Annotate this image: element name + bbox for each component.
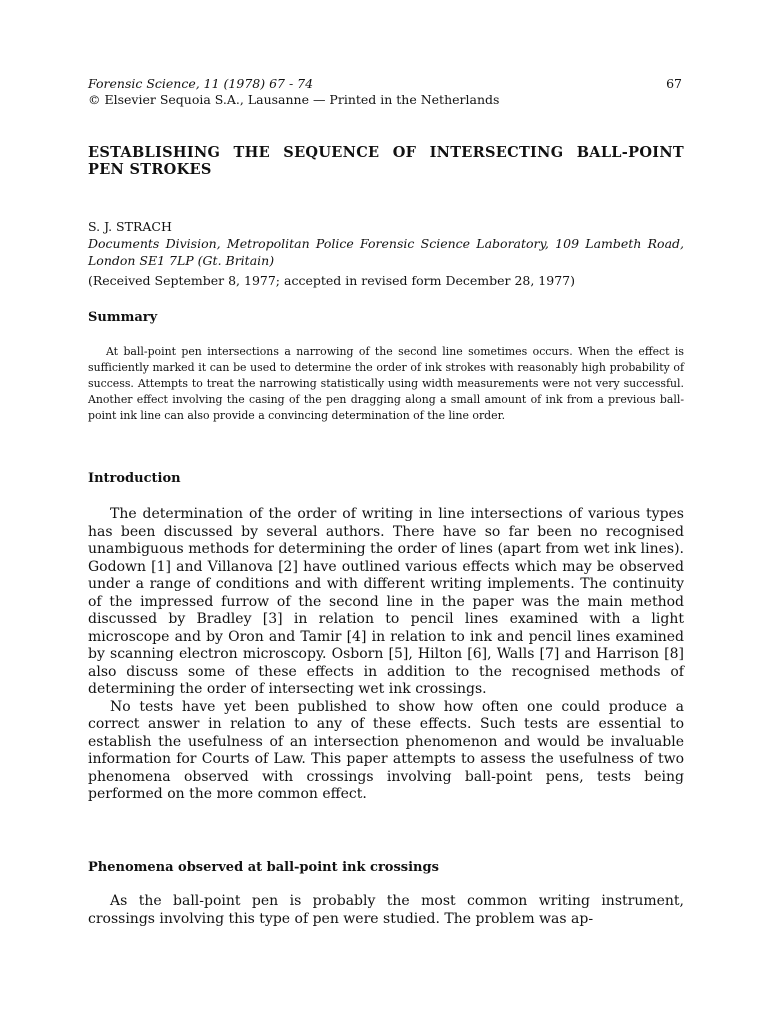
introduction-body <box>88 506 684 804</box>
article-title: ESTABLISHING THE SEQUENCE OF INTERSECTING BALL-POINT PEN STROKES <box>88 144 684 178</box>
author-name: S. J. STRACH <box>88 219 172 234</box>
paragraph: The determination of the order of writing in line intersections of various types has been discussed by several authors. There have so far been no recognised unambiguous methods for determining the order of lines (apart from wet ink lines). Godown [1] and Villanova [2] have outlined various effects which may be observed under a range of conditions and with different writing implements. The continuity of the impressed furrow of the second line in the paper was the main method discussed by Bradley [3] in relation to pencil lines examined with a light microscope and by Oron and Tamir [4] in relation to ink and pencil lines examined by scanning electron microscopy. Osborn [5], Hilton [6], Walls [7] and Harrison [8] also discuss some of these effects in addition to the recognised methods of determining the order of intersecting wet ink crossings. <box>88 506 684 697</box>
phenomena-heading: Phenomena observed at ball-point ink crossings <box>88 860 439 875</box>
publisher-line: © Elsevier Sequoia S.A., Lausanne — Printed in the Netherlands <box>88 92 500 107</box>
introduction-heading: Introduction <box>88 471 181 486</box>
summary-heading: Summary <box>88 310 158 325</box>
journal-header <box>88 76 684 108</box>
journal-citation: Forensic Science, 11 (1978) 67 - 74 <box>88 76 314 91</box>
phenomena-body <box>88 893 684 928</box>
author-affiliation: Documents Division, Metropolitan Police Forensic Science Laboratory, 109 Lambeth Road, London SE1 7LP (Gt. Britain) <box>88 236 684 268</box>
paragraph: As the ball-point pen is probably the most common writing instrument, crossings involving this type of pen were studied. The problem was ap- <box>88 893 684 927</box>
received-dates: (Received September 8, 1977; accepted in revised form December 28, 1977) <box>88 273 575 288</box>
summary-text: At ball-point pen intersections a narrowing of the second line sometimes occurs. When the effect is sufficiently marked it can be used to determine the order of ink strokes with reasonably high probability of success. Attempts to treat the narrowing statistically using width measurements were not very successful. Another effect involving the casing of the pen dragging along a small amount of ink from a previous ball-point ink line can also provide a convincing determination of the line order. <box>88 345 684 422</box>
page-number: 67 <box>666 76 682 91</box>
paragraph: No tests have yet been published to show how often one could produce a correct answer in relation to any of these effects. Such tests are essential to establish the usefulness of an intersection phenomenon and would be invaluable information for Courts of Law. This paper attempts to assess the usefulness of two phenomena observed with crossings involving ball-point pens, tests being performed on the more common effect. <box>88 698 684 802</box>
